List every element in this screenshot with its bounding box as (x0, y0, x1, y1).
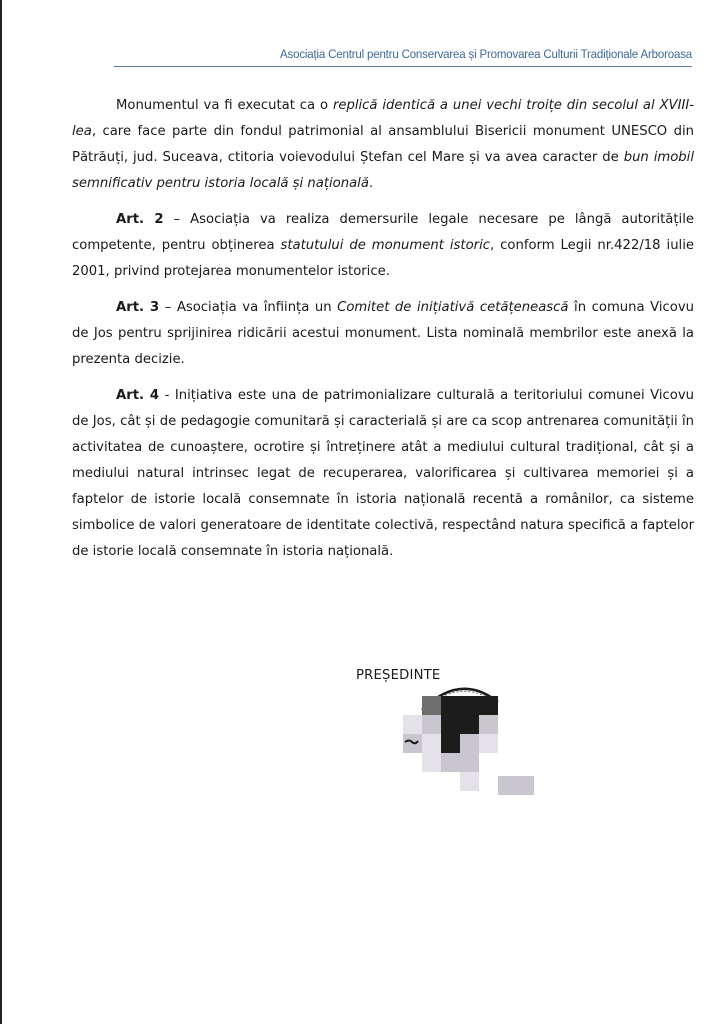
text-run: , care face parte din fondul patrimonial al ansamblului Bisericii monument UNESCO din Pătrăuți, jud. Suceava, ctitoria voievodului Ștefan cel Mare și va avea caracter de (72, 124, 694, 165)
article-label: Art. 2 (116, 212, 164, 227)
stamp-pixel-block (422, 753, 441, 772)
text-run: . (368, 176, 374, 191)
text-run: , conform Legii nr.422/18 iulie 2001, privind protejarea monumentelor istorice. (72, 238, 694, 279)
article-label: Art. 3 (116, 300, 160, 315)
stamp-pixel-block (441, 734, 460, 753)
stamp-pixel-block (517, 776, 534, 795)
signature-title: PREȘEDINTE (356, 668, 441, 683)
stamp-pixel-block (498, 776, 517, 795)
article-2 (72, 207, 694, 285)
stamp-pixel-block (441, 753, 460, 772)
stamp-pixel-block (460, 772, 479, 791)
emphasis-run: statutului de monument istoric (280, 238, 490, 253)
document-body (72, 93, 694, 575)
article-label: Art. 4 (116, 388, 160, 403)
paragraph-intro (72, 93, 694, 197)
stamp-pixel-block (422, 734, 441, 753)
stamp-pixel-block (422, 696, 441, 715)
emphasis-run: bun imobil semnificativ pentru istoria locală și națională (72, 150, 694, 191)
page-header (114, 44, 692, 67)
pixelated-stamp-signature (400, 676, 540, 800)
emphasis-run: Comitet de inițiativă cetățenească (337, 300, 569, 315)
stamp-pixel-block (460, 715, 479, 734)
text-run: – Asociația va realiza demersurile legale necesare pe lângă autoritățile competente, pentru obținerea (72, 212, 694, 253)
stamp-pixel-block (441, 696, 460, 715)
stamp-pixel-block (441, 715, 460, 734)
header-organization: Asociația Centrul pentru Conservarea și Promovarea Culturii Tradiționale Arboroasa (280, 47, 692, 61)
stamp-blocks (403, 696, 534, 795)
text-run: - Inițiativa este una de patrimonializare culturală a teritoriului comunei Vicovu de Jos, cât și de pedagogie comunitară și caracterială și are ca scop antrenarea comunității în activitatea de cunoaștere, ocrotire și întreținere atât a mediului cultural tradițional, cât și a mediului natural intrinsec legat de recuperarea, valorificarea și cultivarea memoriei și a faptelor de istorie locală consemnate în istoria națională recentă a românilor, ca sisteme simbolice de valori generatoare de identitate colectivă, respectând natura specifică a faptelor de istorie locală consemnate în istoria națională. (72, 388, 694, 559)
article-4 (72, 383, 694, 565)
stamp-pixel-block (460, 696, 479, 715)
emphasis-run: replică identică a unei vechi troițe din secolul al XVIII-lea (72, 98, 695, 139)
text-run: în comuna Vicovu de Jos pentru sprijinirea ridicării acestui monument. Lista nominală membrilor este anexă la prezenta decizie. (72, 300, 695, 367)
article-3 (72, 295, 694, 373)
text-run: Monumentul va fi executat ca o (116, 98, 333, 113)
stamp-pixel-block (403, 715, 422, 734)
stamp-pixel-block (479, 715, 498, 734)
text-run: – Asociația va înființa un (159, 300, 338, 315)
stamp-pixel-block (479, 734, 498, 753)
stamp-pixel-block (460, 734, 479, 753)
stamp-pixel-block (479, 696, 498, 715)
stamp-pixel-block (422, 715, 441, 734)
stamp-pixel-block (460, 753, 479, 772)
